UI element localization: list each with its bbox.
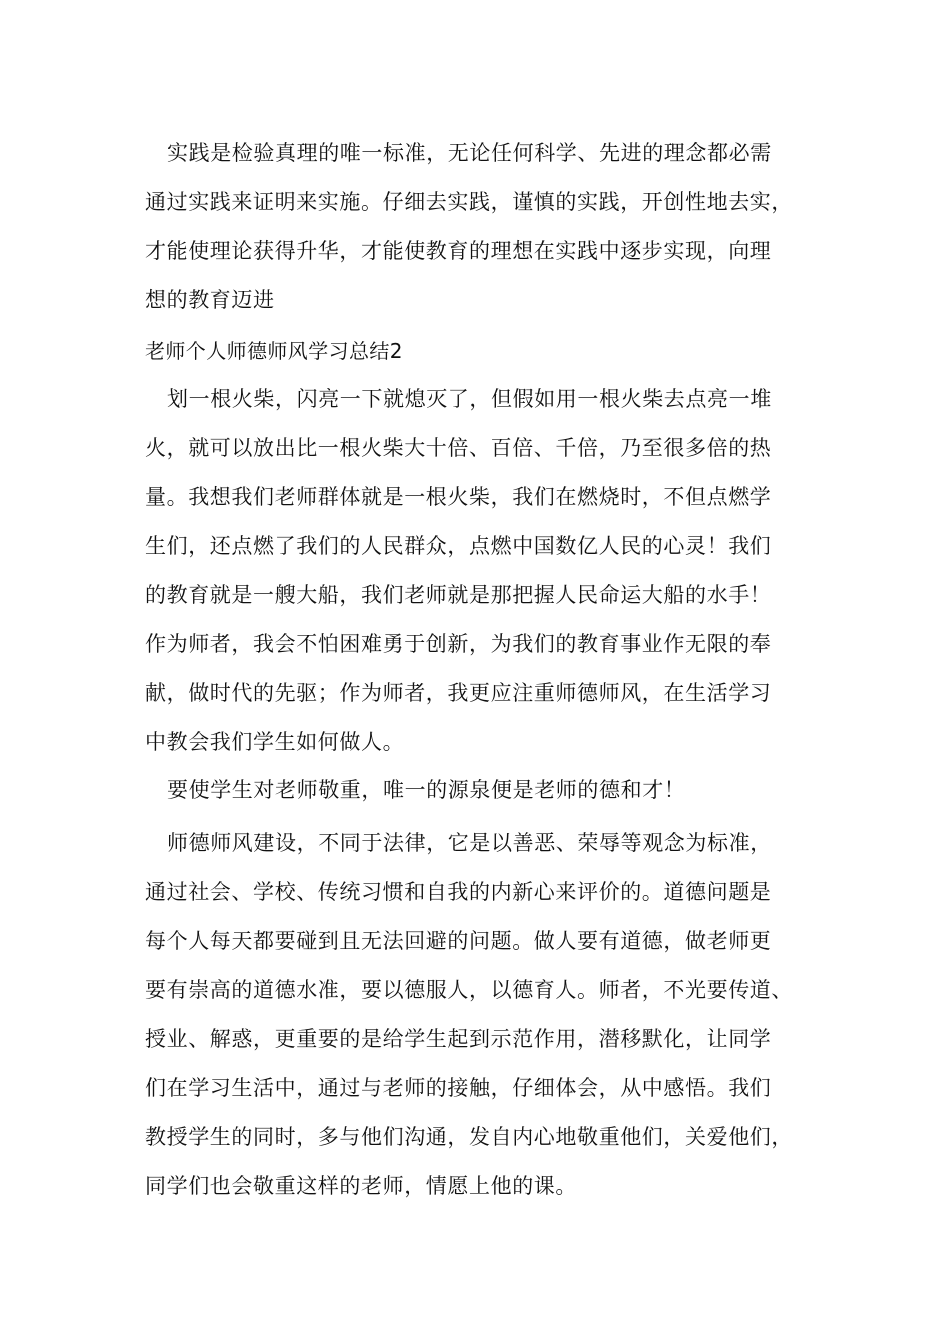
paragraph-practice [145, 129, 825, 325]
paragraph-ethics [145, 819, 825, 1211]
paragraph-line: 火，就可以放出比一根火柴大十倍、百倍、千倍，乃至很多倍的热 [145, 436, 772, 460]
paragraph-line: 划一根火柴，闪亮一下就熄灭了，但假如用一根火柴去点亮一堆 [167, 387, 772, 411]
paragraph-line: 才能使理论获得升华，才能使教育的理想在实践中逐步实现，向理 [145, 239, 772, 263]
paragraph-line: 每个人每天都要碰到且无法回避的问题。做人要有道德，做老师更 [145, 929, 772, 953]
paragraph-line: 通过社会、学校、传统习惯和自我的内新心来评价的。道德问题是 [145, 880, 772, 904]
paragraph-line: 生们，还点燃了我们的人民群众，点燃中国数亿人民的心灵！我们 [145, 534, 772, 558]
paragraph-text [145, 819, 825, 1211]
paragraph-line: 授业、解惑，更重要的是给学生起到示范作用，潜移默化，让同学 [145, 1027, 772, 1051]
paragraph-text [145, 766, 825, 815]
paragraph-line: 想的教育迈进 [145, 288, 275, 312]
paragraph-line: 量。我想我们老师群体就是一根火柴，我们在燃烧时，不但点燃学 [145, 485, 772, 509]
paragraph-respect [145, 766, 825, 815]
paragraph-match [145, 375, 825, 767]
paragraph-text [145, 375, 825, 767]
paragraph-line: 同学们也会敬重这样的老师，情愿上他的课。 [145, 1174, 577, 1198]
paragraph-text [145, 129, 825, 325]
paragraph-line: 要使学生对老师敬重，唯一的源泉便是老师的德和才！ [167, 778, 686, 802]
paragraph-line: 实践是检验真理的唯一标准，无论任何科学、先进的理念都必需 [167, 141, 772, 165]
section-heading: 老师个人师德师风学习总结2 [145, 339, 403, 363]
paragraph-line: 的教育就是一艘大船，我们老师就是那把握人民命运大船的水手！ [145, 583, 772, 607]
paragraph-line: 作为师者，我会不怕困难勇于创新，为我们的教育事业作无限的奉 [145, 632, 772, 656]
paragraph-line: 们在学习生活中，通过与老师的接触，仔细体会，从中感悟。我们 [145, 1076, 772, 1100]
paragraph-line: 通过实践来证明来实施。仔细去实践，谨慎的实践，开创性地去实， [145, 190, 793, 214]
paragraph-line: 要有崇高的道德水准，要以德服人，以德育人。师者，不光要传道、 [145, 978, 793, 1002]
paragraph-line: 中教会我们学生如何做人。 [145, 730, 405, 754]
paragraph-line: 献，做时代的先驱；作为师者，我更应注重师德师风，在生活学习 [145, 681, 772, 705]
paragraph-line: 师德师风建设，不同于法律，它是以善恶、荣辱等观念为标准， [167, 831, 772, 855]
paragraph-line: 教授学生的同时，多与他们沟通，发自内心地敬重他们，关爱他们， [145, 1125, 793, 1149]
